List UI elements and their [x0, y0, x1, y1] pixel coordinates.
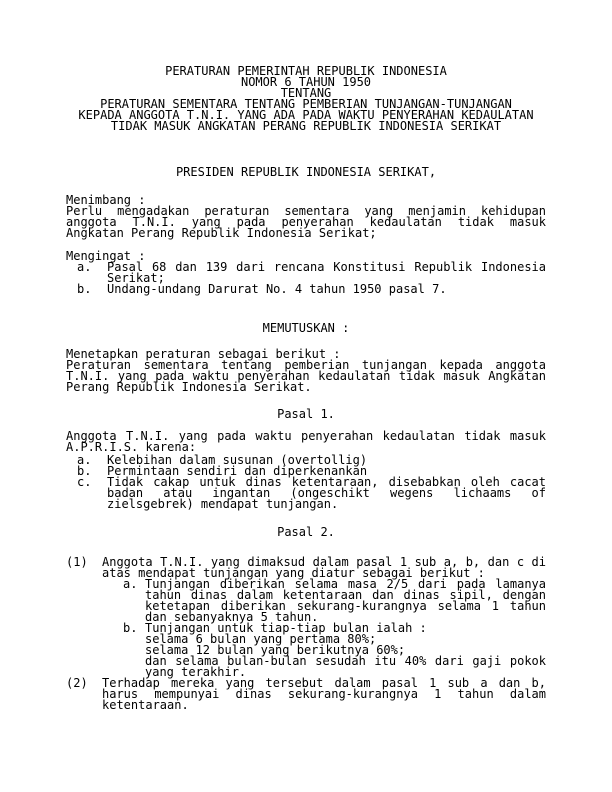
pasal2-item-2: [66, 678, 546, 711]
doc-title-line-1: PERATURAN PEMERINTAH REPUBLIK INDONESIA: [165, 64, 447, 78]
pasal2-item-1-intro: Anggota T.N.I. yang dimaksud dalam pasal 1 sub a, b, dan c di atas mendapat tunjangan yang diatur sebagai berikut :: [102, 555, 546, 580]
list-item-text: Permintaan sendiri dan diperkenankan: [107, 464, 368, 478]
pasal2-item-1-body: [102, 557, 546, 678]
list-marker: (2): [66, 676, 88, 690]
doc-title-line-3: TENTANG: [280, 86, 332, 100]
menetapkan-paragraph: Peraturan sementara tentang pemberian tunjangan kepada anggota T.N.I. yang pada waktu penyerahan kedaulatan tidak masuk Angkatan Perang Republik Indonesia Serikat.: [66, 358, 546, 394]
doc-title-line-4: PERATURAN SEMENTARA TENTANG PEMBERIAN TUNJANGAN-TUNJANGAN: [100, 97, 512, 111]
mengingat-item-a: [66, 262, 546, 284]
list-item-text: Tidak cakap untuk dinas ketentaraan, disebabkan oleh cacat badan atau ingantan (ongeschikt wegens lichaams of zielsgebrek) mendapat tunjangan.: [107, 475, 546, 511]
pasal1-heading: Pasal 1.: [277, 407, 335, 421]
mengingat-label: Mengingat :: [66, 249, 146, 263]
subitem-b-line-1: Tunjangan untuk tiap-tiap bulan ialah :: [145, 621, 427, 635]
pasal2-item-1: [66, 557, 546, 678]
list-marker: a.: [77, 453, 92, 467]
pasal2-subitem-b-body: [145, 623, 546, 678]
doc-title-line-6: TIDAK MASUK ANGKATAN PERANG REPUBLIK INDONESIA SERIKAT: [110, 119, 502, 133]
list-marker: b.: [77, 282, 92, 296]
subitem-b-tail: dan selama bulan-bulan sesudah itu 40% dari gaji pokok yang terakhir.: [145, 654, 546, 679]
menimbang-paragraph: Perlu mengadakan peraturan sementara yang menjamin kehidupan anggota T.N.I. yang pada penyerahan kedaulatan tidak masuk Angkatan Perang Republik Indonesia Serikat;: [66, 204, 546, 240]
subitem-b-line-2: selama 6 bulan yang pertama 80%;: [145, 632, 377, 646]
pasal1-intro: Anggota T.N.I. yang pada waktu penyerahan kedaulatan tidak masuk A.P.R.I.S. karena:: [66, 429, 546, 454]
list-marker: c.: [77, 475, 92, 489]
list-item-text: Kelebihan dalam susunan (overtollig): [107, 453, 368, 467]
memutuskan-heading: MEMUTUSKAN :: [262, 321, 350, 335]
list-marker: b.: [77, 464, 92, 478]
mengingat-item-b: [66, 284, 546, 295]
menimbang-label: Menimbang :: [66, 193, 146, 207]
list-item-text: Terhadap mereka yang tersebut dalam pasal 1 sub a dan b, harus mempunyai dinas sekurang-kurangnya 1 tahun dalam ketentaraan.: [102, 676, 546, 712]
salutation: PRESIDEN REPUBLIK INDONESIA SERIKAT,: [175, 165, 437, 179]
list-marker: (1): [66, 555, 88, 569]
pasal1-item-c: [66, 477, 546, 510]
doc-title-line-2: NOMOR 6 TAHUN 1950: [240, 75, 372, 89]
list-item-text: Tunjangan diberikan selama masa 2/5 dari pada lamanya tahun dinas dalam ketentaraan dan dinas sipil, dengan ketetapan diberikan sekurang-kurangnya selama 1 tahun dan sebanyaknya 5 tahun.: [145, 577, 546, 624]
pasal2-subitem-b: [102, 623, 546, 678]
pasal2-subitem-a: [102, 579, 546, 623]
menetapkan-label: Menetapkan peraturan sebagai berikut :: [66, 347, 341, 361]
list-marker: a.: [123, 577, 138, 591]
document-content: [66, 66, 546, 711]
list-item-text: Undang-undang Darurat No. 4 tahun 1950 pasal 7.: [107, 282, 447, 296]
list-item-text: Pasal 68 dan 139 dari rencana Konstitusi Republik Indonesia Serikat;: [107, 260, 546, 285]
pasal2-heading: Pasal 2.: [277, 525, 335, 539]
subitem-b-line-3: selama 12 bulan yang berikutnya 60%;: [145, 643, 406, 657]
list-marker: a.: [77, 260, 92, 274]
doc-title-line-5: KEPADA ANGGOTA T.N.I. YANG ADA PADA WAKTU PENYERAHAN KEDAULATAN: [78, 108, 534, 122]
list-marker: b.: [123, 621, 138, 635]
